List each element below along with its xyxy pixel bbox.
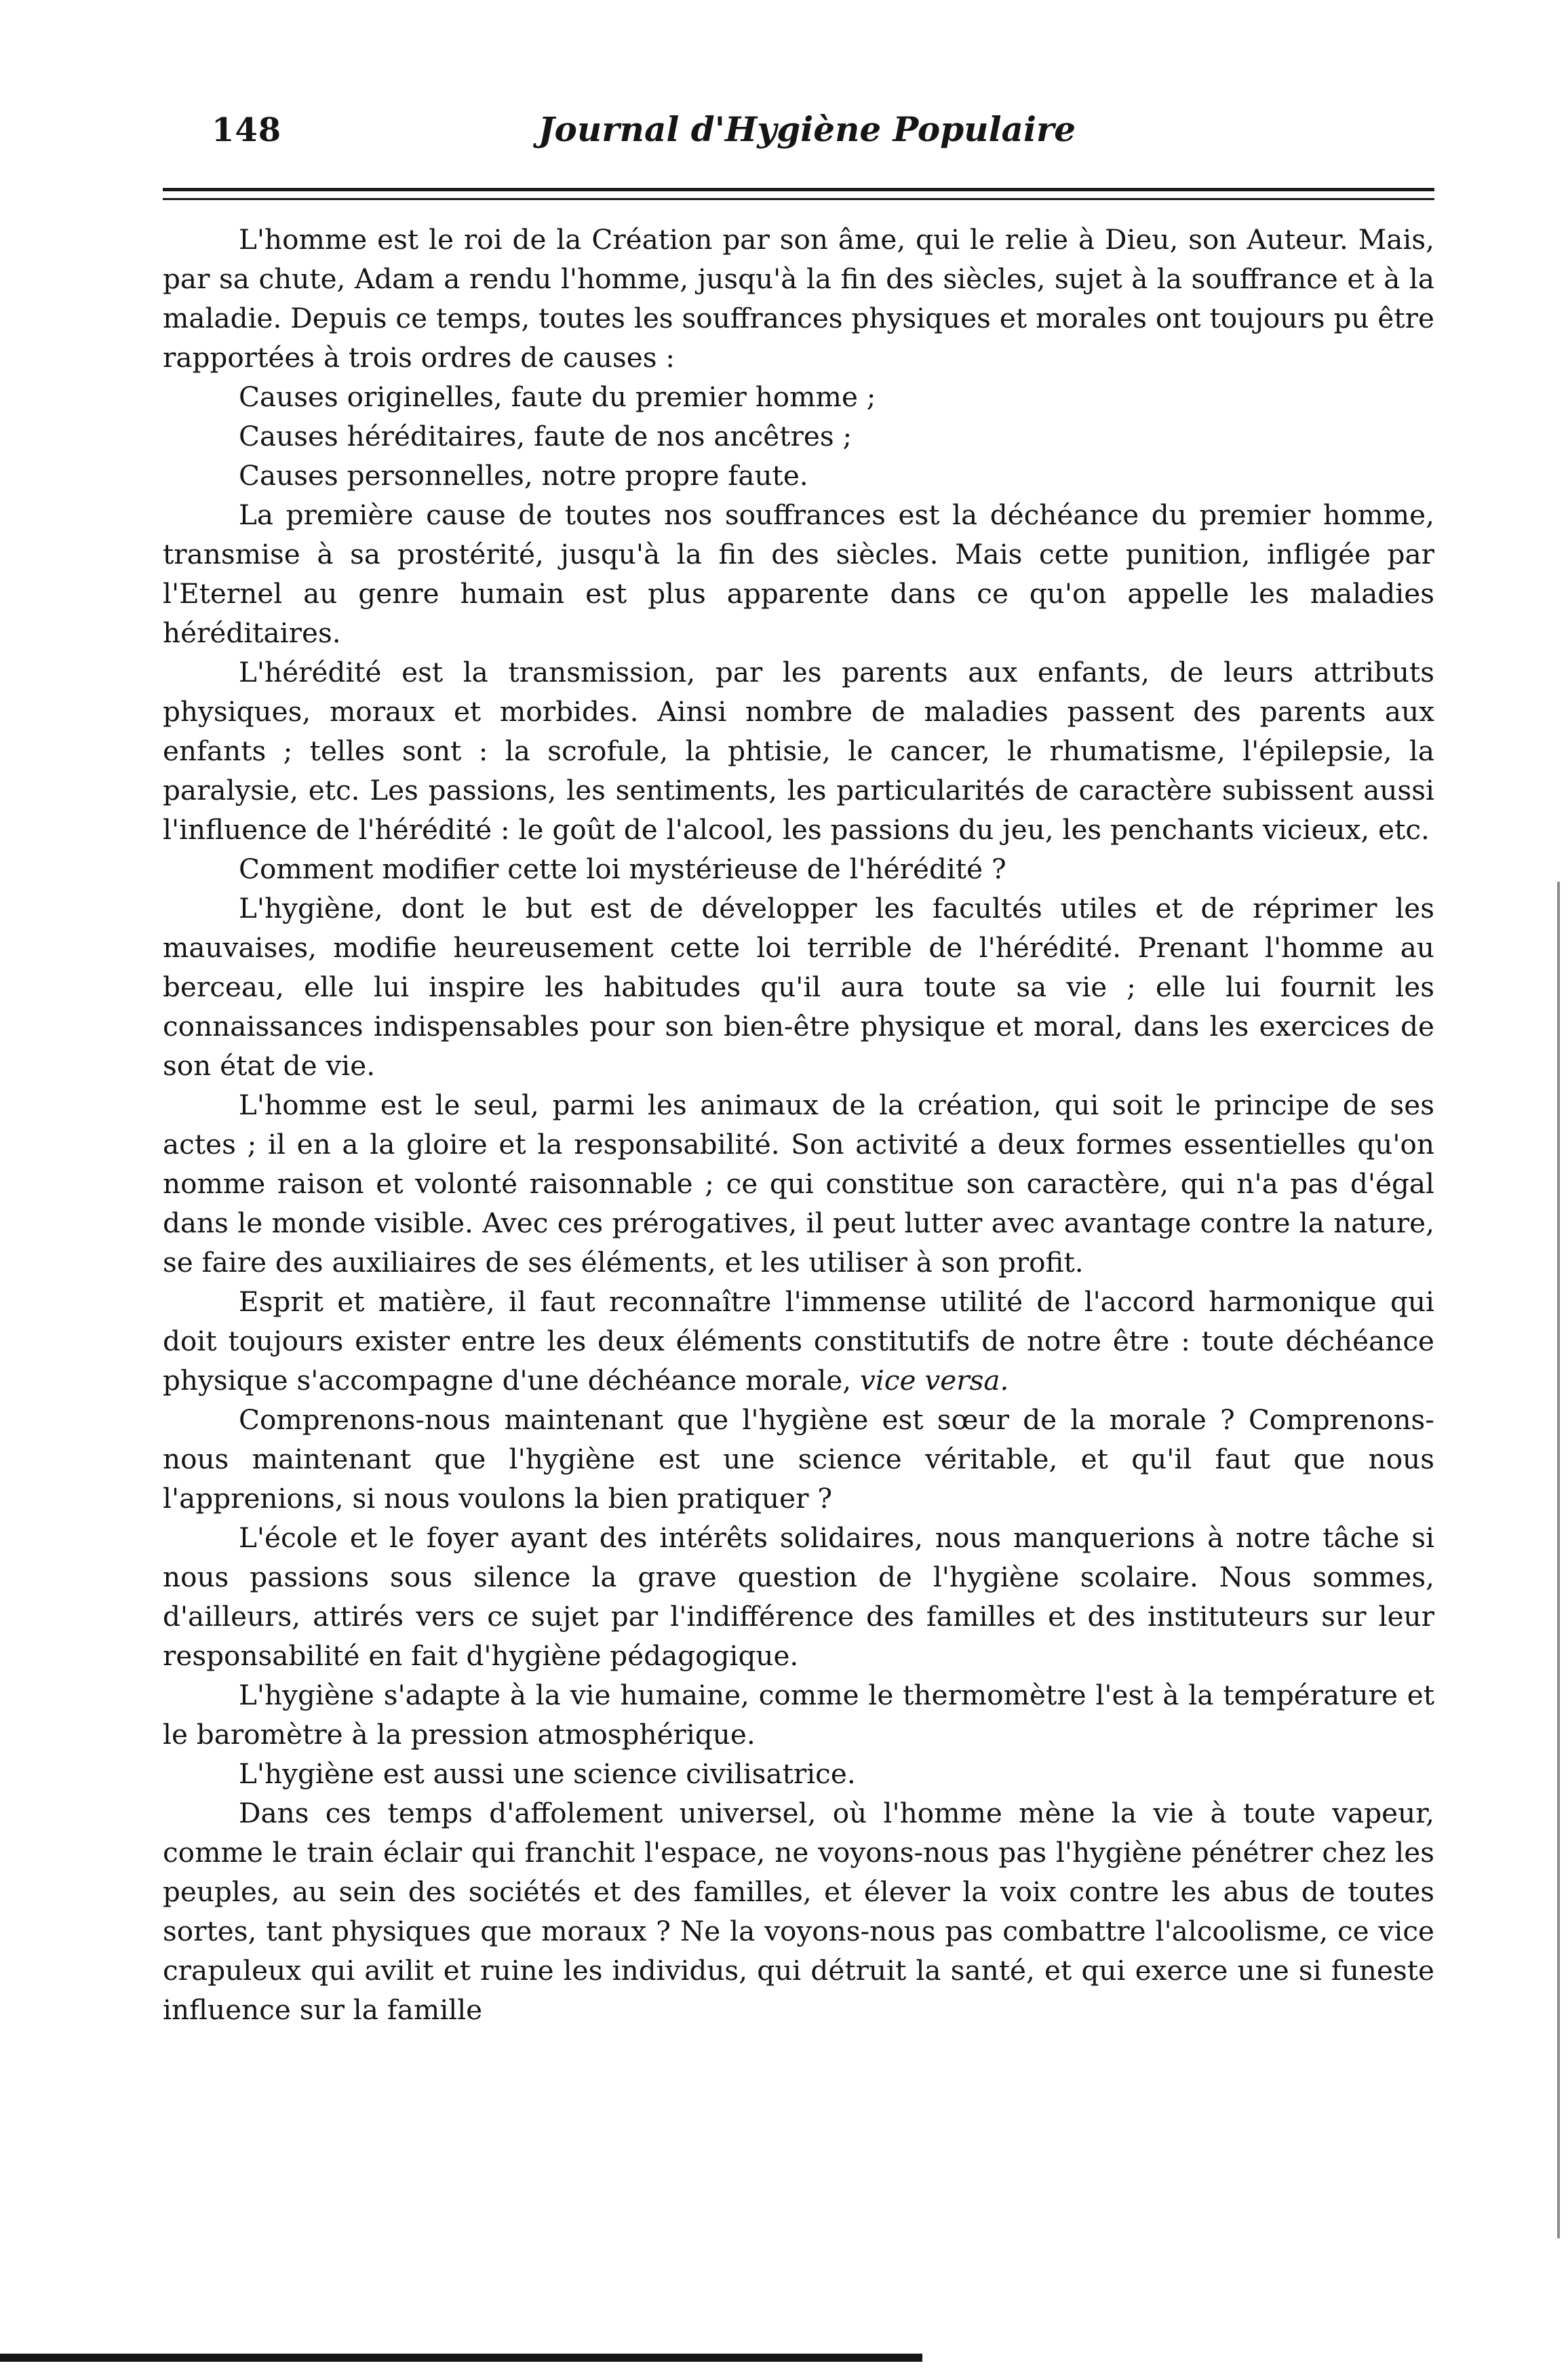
paragraph: La première cause de toutes nos souffrances est la déchéance du premier homme, transmise à sa prostérité, jusqu'à la fin des siècles. Mais cette punition, infligée par l'Eternel au genre humain est plus apparente dans ce qu'on appelle les maladies héréditaires. <box>163 499 1434 649</box>
cause-list-item: Causes personnelles, notre propre faute. <box>239 459 808 492</box>
paragraph: L'homme est le roi de la Création par son âme, qui le relie à Dieu, son Auteur. Mais, par sa chute, Adam a rendu l'homme, jusqu'à la fin des siècles, sujet à la souffrance et à la maladie. Depuis ce temps, toutes les souffrances physiques et morales ont toujours pu être rapportées à trois ordres de causes : <box>163 223 1434 374</box>
paragraph: L'école et le foyer ayant des intérêts solidaires, nous manquerions à notre tâche si nous passions sous silence la grave question de l'hygiène scolaire. Nous sommes, d'ailleurs, attirés vers ce sujet par l'indifférence des familles et des instituteurs sur leur responsabilité en fait d'hygiène pédagogique. <box>163 1521 1434 1672</box>
cause-list-item: Causes originelles, faute du premier homme ; <box>239 381 876 413</box>
body-text <box>163 220 1434 2029</box>
paragraph: Dans ces temps d'affolement universel, où l'homme mène la vie à toute vapeur, comme le train éclair qui franchit l'espace, ne voyons-nous pas l'hygiène pénétrer chez les peuples, au sein des sociétés et des familles, et élever la voix contre les abus de toutes sortes, tant physiques que moraux ? Ne la voyons-nous pas combattre l'alcoolisme, ce vice crapuleux qui avilit et ruine les individus, qui détruit la santé, et qui exerce une si funeste influence sur la famille <box>163 1797 1434 2026</box>
running-title: Journal d'Hygiène Populaire <box>538 109 1076 149</box>
scan-edge-line <box>1557 882 1560 2238</box>
header-rule-thick <box>163 188 1434 191</box>
header-rule-thin <box>163 198 1434 200</box>
paragraph: L'hérédité est la transmission, par les parents aux enfants, de leurs attributs physiques, moraux et morbides. Ainsi nombre de maladies passent des parents aux enfants ; telles sont : la scrofule, la phtisie, le cancer, le rhumatisme, l'épilepsie, la paralysie, etc. Les passions, les sentiments, les particularités de caractère subissent aussi l'influence de l'hérédité : le goût de l'alcool, les passions du jeu, les penchants vicieux, etc. <box>163 656 1434 846</box>
paragraph: Comment modifier cette loi mystérieuse de l'hérédité ? <box>239 853 1006 885</box>
paragraph: L'homme est le seul, parmi les animaux de la création, qui soit le principe de ses actes ; il en a la gloire et la responsabilité. Son activité a deux formes essentielles qu'on nomme raison et volonté raisonnable ; ce qui constitue son caractère, qui n'a pas d'égal dans le monde visible. Avec ces prérogatives, il peut lutter avec avantage contre la nature, se faire des auxiliaires de ses éléments, et les utiliser à son profit. <box>163 1089 1434 1279</box>
cause-list-item: Causes héréditaires, faute de nos ancêtres ; <box>239 420 852 452</box>
footer-rule <box>0 2354 922 2362</box>
page-number: 148 <box>212 111 282 149</box>
paragraph: Comprenons-nous maintenant que l'hygiène est sœur de la morale ? Comprenons-nous maintenant que l'hygiène est une science véritable, et qu'il faut que nous l'apprenions, si nous voulons la bien pratiquer ? <box>163 1403 1434 1515</box>
paragraph: L'hygiène, dont le but est de développer les facultés utiles et de réprimer les mauvaises, modifie heureusement cette loi terrible de l'hérédité. Prenant l'homme au berceau, elle lui inspire les habitudes qu'il aura toute sa vie ; elle lui fournit les connaissances indispensables pour son bien-être physique et moral, dans les exercices de son état de vie. <box>163 892 1434 1082</box>
italic-phrase: vice versa. <box>860 1364 1009 1397</box>
paragraph-text: Esprit et matière, il faut reconnaître l'immense utilité de l'accord harmonique qui doit toujours exister entre les deux éléments constitutifs de notre être : toute déchéance physique s'accompagne d'une déchéance morale, <box>163 1285 1434 1397</box>
paragraph: L'hygiène est aussi une science civilisatrice. <box>239 1757 856 1790</box>
paragraph: L'hygiène s'adapte à la vie humaine, comme le thermomètre l'est à la température et le baromètre à la pression atmosphérique. <box>163 1679 1434 1751</box>
paragraph-harmony <box>163 1282 1434 1400</box>
